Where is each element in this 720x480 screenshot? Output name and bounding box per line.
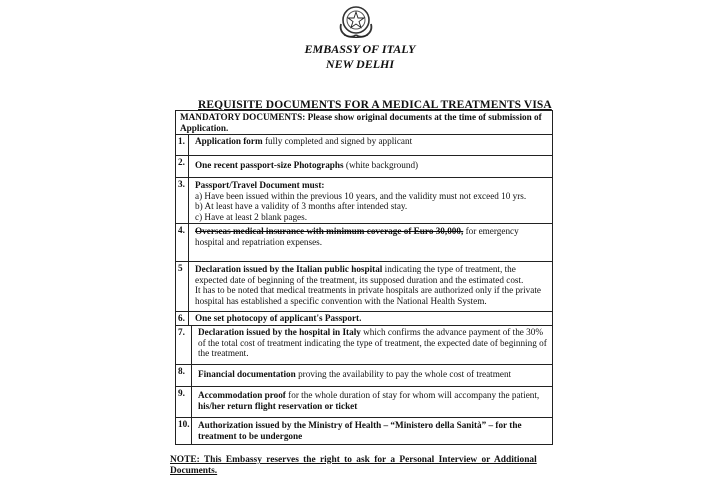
- requirement-row-6: [175, 311, 553, 325]
- item-heading: Declaration issued by the hospital in Italy: [198, 327, 361, 337]
- item-text: for the whole duration of stay for whom will accompany the patient,: [285, 390, 540, 400]
- requirement-row-5: [175, 261, 553, 311]
- item-number: 9.: [176, 387, 192, 417]
- requirement-row-10: [175, 417, 553, 445]
- item-number: 2.: [176, 156, 189, 177]
- item-text: proving the availability to pay the whole cost of treatment: [295, 369, 512, 379]
- italian-emblem-icon: [335, 2, 377, 40]
- requirement-row-3: [175, 177, 553, 223]
- item-heading: Passport/Travel Document must:: [195, 180, 325, 190]
- requirement-row-7: [175, 325, 553, 364]
- item-number: 5: [176, 262, 189, 311]
- item-number: 6.: [176, 312, 189, 325]
- item-text: (white background): [343, 160, 419, 170]
- requirements-table: [175, 110, 553, 445]
- item-heading: Declaration issued by the Italian public hospital: [195, 264, 383, 274]
- embassy-name: EMBASSY OF ITALY: [304, 42, 416, 56]
- item-text: for emergency hospital and repatriation expenses.: [195, 226, 519, 247]
- requirement-row-4: [175, 223, 553, 261]
- mandatory-documents-header: MANDATORY DOCUMENTS: Please show original documents at the time of submission of Application.: [175, 110, 553, 134]
- private-hospital-note: It has to be noted that medical treatments in private hospitals are authorized only if the private hospital has established a specific convention with the National Health System.: [195, 285, 541, 306]
- passport-rule-c: c) Have at least 2 blank pages.: [195, 211, 307, 222]
- item-text: fully completed and signed by applicant: [262, 136, 413, 146]
- item-heading: One recent passport-size Photographs: [195, 160, 344, 170]
- passport-rule-a: a) Have been issued within the previous 10 years, and the validity must not exceed 10 yrs.: [195, 190, 527, 201]
- item-number: 7.: [176, 326, 192, 364]
- passport-rule-b: b) At least have a validity of 3 months after intended stay.: [195, 201, 408, 212]
- item-text: indicating the type of treatment, the expected date of beginning of the treatment, its supposed duration and the estimated cost.: [195, 264, 524, 285]
- item-heading: Application form: [195, 136, 263, 146]
- embassy-note: NOTE: This Embassy reserves the right to ask for a Personal Interview or Additional Documents.: [170, 455, 537, 476]
- return-ticket-requirement: his/her return flight reservation or ticket: [198, 400, 358, 411]
- item-heading: One set photocopy of applicant's Passport.: [195, 313, 362, 323]
- item-number: 3.: [176, 178, 189, 223]
- item-heading: Authorization issued by the Ministry of Health – “Ministero della Sanità” – for the treatment to be undergone: [198, 420, 522, 441]
- embassy-city: NEW DELHI: [325, 57, 395, 71]
- document-title: REQUISITE DOCUMENTS FOR A MEDICAL TREATMENTS VISA: [198, 99, 552, 111]
- item-heading: Overseas medical insurance with minimum coverage of Euro 30,000,: [195, 226, 464, 236]
- requirement-row-9: [175, 386, 553, 417]
- item-number: 1.: [176, 135, 189, 155]
- requirement-row-8: [175, 364, 553, 386]
- item-heading: Accommodation proof: [198, 390, 286, 400]
- item-number: 8.: [176, 365, 192, 386]
- item-text: which confirms the advance payment of the 30% of the total cost of treatment indicating the type of treatment, the expected date of beginning of the treatment.: [198, 327, 547, 359]
- item-heading: Financial documentation: [198, 369, 296, 379]
- requirement-row-2: [175, 155, 553, 177]
- requirement-row-1: [175, 134, 553, 155]
- item-number: 4.: [176, 224, 189, 261]
- item-number: 10.: [176, 418, 192, 444]
